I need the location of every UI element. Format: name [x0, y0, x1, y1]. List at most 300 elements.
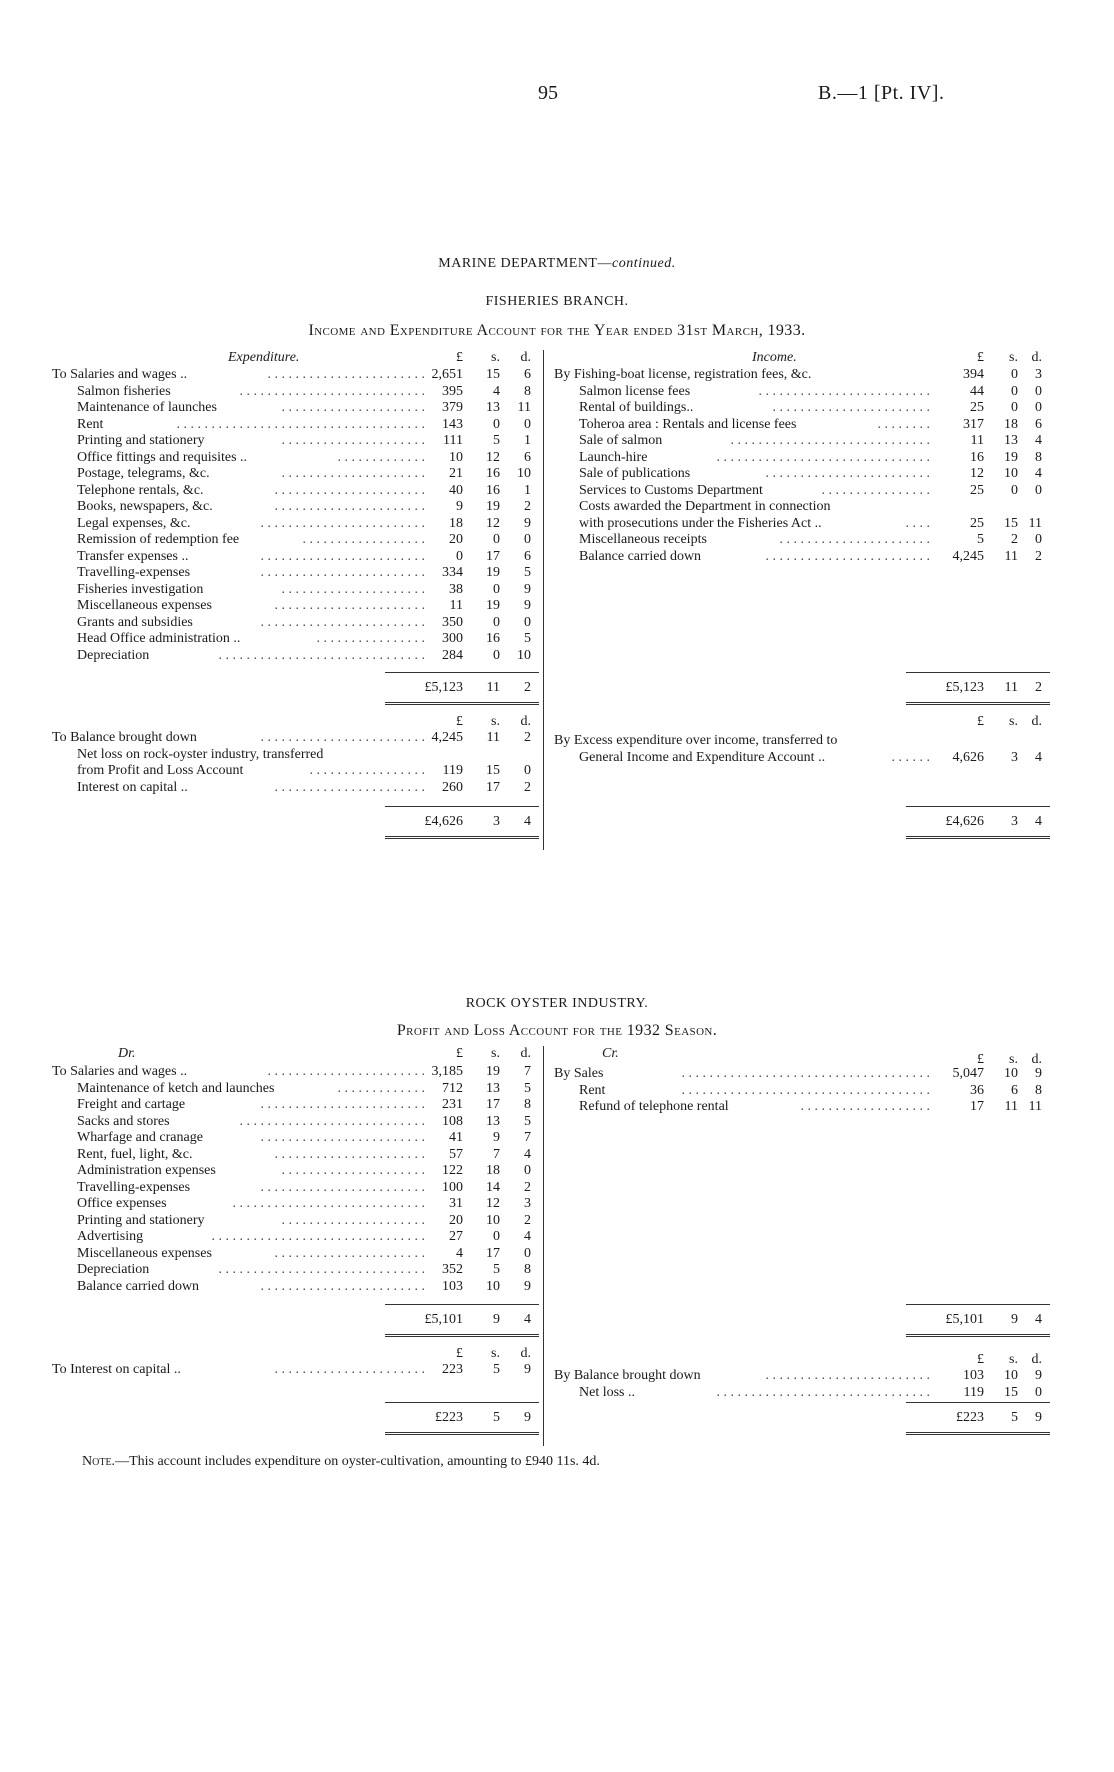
- amount-shillings: 2: [1011, 532, 1018, 547]
- amount-pounds: 334: [442, 565, 463, 580]
- amount-pounds: 317: [963, 416, 984, 432]
- leader-dots: . . . . . . . . . . . . . . . . . . . . . .: [274, 499, 425, 514]
- line-item-label: By Fishing-boat license, registration fees, &c.: [554, 367, 812, 382]
- amount-pence: 3: [524, 1196, 531, 1211]
- amount-pounds: 143: [442, 416, 463, 432]
- amount-pence: 5: [524, 1113, 531, 1129]
- line-item-label: By Excess expenditure over income, transferred to: [554, 733, 838, 748]
- amount-shillings: 13: [486, 1113, 500, 1129]
- amount-pounds: 44: [970, 383, 984, 399]
- total-pounds: £4,626: [424, 814, 463, 829]
- amount-pence: 8: [524, 383, 531, 399]
- line-item-label: Postage, telegrams, &c.: [77, 466, 210, 481]
- profit-loss-title: Profit and Loss Account for the 1932 Season.: [396, 1022, 718, 1039]
- leader-dots: . . . .: [905, 515, 930, 531]
- column-header-shillings: s.: [491, 714, 500, 729]
- amount-pence: 9: [524, 598, 531, 613]
- amount-pounds: 41: [449, 1130, 463, 1145]
- leader-dots: . . . . . . . . . . . . . . . . . . . . . . . . . . . . . .: [218, 647, 425, 663]
- line-item-label: To Interest on capital ..: [52, 1362, 181, 1377]
- amount-shillings: 12: [486, 449, 500, 465]
- total-shillings: 9: [493, 1312, 500, 1327]
- leader-dots: . . . . . . . . . . . . . . . . . . . . . .: [274, 779, 425, 795]
- total-pence: 9: [1035, 1410, 1042, 1425]
- amount-pounds: 17: [970, 1099, 984, 1114]
- line-item-label: Advertising: [77, 1229, 144, 1244]
- total-double-rule: [906, 1432, 1050, 1435]
- amount-shillings: 11: [486, 730, 500, 745]
- amount-shillings: 17: [486, 1245, 500, 1261]
- amount-shillings: 15: [1004, 515, 1018, 531]
- line-item-label: Rent: [77, 416, 104, 432]
- leader-dots: . . . . . . . . . . . . . . . .: [316, 631, 425, 646]
- total-pence: 4: [524, 814, 531, 829]
- department-title: [0, 256, 1114, 272]
- leader-dots: . . . . . . . . . . . . . . . . . . . . . . . .: [765, 1368, 930, 1383]
- leader-dots: . . . . . . . . . . . . . . . . . . . . . . . . . . .: [239, 383, 425, 399]
- column-header-pence: d.: [520, 1046, 531, 1061]
- amount-shillings: 12: [486, 1196, 500, 1211]
- line-item-label: To Salaries and wages ..: [52, 367, 188, 382]
- column-header-shillings: s.: [1009, 714, 1018, 729]
- line-item-label: To Balance brought down: [52, 730, 197, 745]
- note-label: Note.: [82, 1454, 116, 1469]
- amount-shillings: 18: [486, 1163, 500, 1178]
- leader-dots: . . . . . . . . . . . . . . . . . . . . . . . . . . . . . . . . . . . .: [681, 1082, 930, 1098]
- amount-shillings: 16: [486, 466, 500, 481]
- department-title-continued: continued.: [612, 256, 676, 271]
- line-item-label: Travelling-expenses: [77, 565, 191, 580]
- total-rule: [906, 1304, 1050, 1305]
- column-header-shillings: s.: [1009, 350, 1018, 365]
- line-item-label: Maintenance of launches: [77, 400, 217, 415]
- line-item-label: Sale of publications: [579, 466, 691, 481]
- amount-pounds: 260: [442, 779, 463, 795]
- amount-pounds: 119: [442, 763, 463, 778]
- amount-pence: 4: [1035, 433, 1042, 448]
- amount-shillings: 17: [486, 1097, 500, 1112]
- total-shillings: 3: [1011, 814, 1018, 829]
- amount-pence: 4: [524, 1146, 531, 1162]
- column-header-shillings: s.: [1009, 1052, 1018, 1067]
- line-item-label: Sacks and stores: [77, 1113, 170, 1129]
- line-item-label: Wharfage and cranage: [77, 1130, 203, 1145]
- amount-shillings: 17: [486, 548, 500, 564]
- amount-shillings: 4: [493, 383, 500, 399]
- amount-shillings: 0: [493, 581, 500, 597]
- amount-pence: 5: [524, 565, 531, 580]
- line-item-label: Sale of salmon: [579, 433, 663, 448]
- amount-pence: 1: [524, 433, 531, 448]
- column-header-shillings: s.: [1009, 1352, 1018, 1367]
- amount-pounds: 20: [449, 532, 463, 547]
- amount-pence: 1: [524, 482, 531, 498]
- document-reference: B.—1 [Pt. IV].: [818, 82, 945, 104]
- line-item-label: Travelling-expenses: [77, 1179, 191, 1195]
- amount-pence: 8: [524, 1262, 531, 1277]
- amount-shillings: 19: [486, 598, 500, 613]
- total-double-rule: [385, 1432, 539, 1435]
- column-divider: [543, 1046, 544, 1446]
- total-shillings: 11: [1004, 680, 1018, 695]
- amount-shillings: 0: [1011, 482, 1018, 498]
- leader-dots: . . . . . . . . . . . . . . . . . . . . . .: [274, 1245, 425, 1261]
- amount-shillings: 13: [486, 400, 500, 415]
- line-item-label: Legal expenses, &c.: [77, 515, 191, 531]
- amount-pence: 11: [517, 400, 531, 415]
- leader-dots: . . . . . . . . . . . . . . . . . . . . . . . . . . . .: [232, 1196, 425, 1211]
- amount-shillings: 9: [493, 1130, 500, 1145]
- amount-shillings: 0: [493, 1229, 500, 1244]
- amount-shillings: 18: [1004, 416, 1018, 432]
- leader-dots: . . . . . . . . . . . . . . . . . . . . .: [281, 433, 425, 448]
- amount-pounds: 10: [449, 449, 463, 465]
- amount-shillings: 6: [1011, 1082, 1018, 1098]
- total-shillings: 5: [493, 1410, 500, 1425]
- column-header-pence: d.: [1031, 714, 1042, 729]
- total-rule: [385, 806, 539, 807]
- amount-pounds: 16: [970, 449, 984, 465]
- line-item-label: By Balance brought down: [554, 1368, 701, 1383]
- line-item-label: General Income and Expenditure Account ..: [579, 749, 826, 765]
- column-divider: [543, 350, 544, 850]
- line-item-label: Grants and subsidies: [77, 614, 193, 630]
- amount-pence: 8: [1035, 1082, 1042, 1098]
- total-pounds: £5,101: [424, 1312, 463, 1327]
- amount-shillings: 0: [1011, 367, 1018, 382]
- leader-dots: . . . . . . . . . . . . . . . . . . . . . .: [779, 532, 930, 547]
- total-double-rule: [906, 836, 1050, 839]
- leader-dots: . . . . . . . . . . . . . . . . . . . . .: [281, 466, 425, 481]
- amount-shillings: 10: [1004, 1066, 1018, 1081]
- amount-shillings: 10: [486, 1212, 500, 1228]
- line-item-label: Toheroa area : Rentals and license fees: [579, 416, 797, 432]
- amount-pounds: 12: [970, 466, 984, 481]
- amount-pence: 9: [524, 515, 531, 531]
- amount-pence: 11: [1028, 515, 1042, 531]
- amount-pounds: 0: [456, 548, 463, 564]
- total-pounds: £4,626: [945, 814, 984, 829]
- leader-dots: . . . . . . . . . . . . . . . . . . . . . . . .: [260, 565, 425, 580]
- leader-dots: . . . . . . . . . . . . . . . . . . . . . . .: [267, 1064, 425, 1079]
- amount-pence: 10: [517, 466, 531, 481]
- line-item-label: Printing and stationery: [77, 433, 205, 448]
- line-item-label: Net loss on rock-oyster industry, transferred: [77, 746, 324, 762]
- leader-dots: . . . . . . . . . . . . . . . . . . . . . . . . . . . . . . . . . . . .: [176, 416, 425, 432]
- line-item-label: Balance carried down: [77, 1278, 200, 1294]
- debit-heading: Dr.: [118, 1046, 136, 1061]
- leader-dots: . . . . . . . . . . . . .: [337, 449, 425, 465]
- line-item-label: Depreciation: [77, 647, 150, 663]
- amount-pounds: 231: [442, 1097, 463, 1112]
- amount-shillings: 5: [493, 1362, 500, 1377]
- amount-pence: 0: [1035, 383, 1042, 399]
- column-header-pounds: £: [456, 1046, 463, 1061]
- income-heading: Income.: [752, 350, 797, 365]
- line-item-label: Salmon fisheries: [77, 383, 171, 399]
- column-header-pounds: £: [977, 350, 984, 365]
- total-pounds: £223: [435, 1410, 463, 1425]
- total-rule: [385, 672, 539, 673]
- line-item-label: Office expenses: [77, 1196, 167, 1211]
- amount-pounds: 20: [449, 1212, 463, 1228]
- amount-pounds: 21: [449, 466, 463, 481]
- line-item-label: Launch-hire: [579, 449, 648, 465]
- amount-shillings: 15: [486, 367, 500, 382]
- amount-pence: 7: [524, 1064, 531, 1079]
- total-pence: 2: [1035, 680, 1042, 695]
- amount-shillings: 0: [1011, 383, 1018, 399]
- leader-dots: . . . . . . . . . . . . . . . . . .: [302, 532, 425, 547]
- amount-shillings: 19: [1004, 449, 1018, 465]
- amount-shillings: 12: [486, 515, 500, 531]
- amount-pounds: 284: [442, 647, 463, 663]
- amount-pence: 9: [524, 1362, 531, 1377]
- amount-pounds: 57: [449, 1146, 463, 1162]
- column-header-pence: d.: [1031, 1352, 1042, 1367]
- total-pence: 9: [524, 1410, 531, 1425]
- line-item-label: Interest on capital ..: [77, 779, 188, 795]
- amount-pounds: 100: [442, 1179, 463, 1195]
- amount-pence: 0: [524, 614, 531, 630]
- line-item-label: Costs awarded the Department in connection: [579, 499, 831, 514]
- line-item-label: from Profit and Loss Account: [77, 763, 244, 778]
- column-header-pounds: £: [456, 350, 463, 365]
- total-double-rule: [906, 702, 1050, 705]
- amount-shillings: 0: [493, 416, 500, 432]
- column-header-shillings: s.: [491, 350, 500, 365]
- amount-shillings: 19: [486, 565, 500, 580]
- amount-pounds: 11: [449, 598, 463, 613]
- amount-pence: 9: [524, 581, 531, 597]
- leader-dots: . . . . . . . . . . . . . . . . . . . . . .: [274, 598, 425, 613]
- line-item-label: Telephone rentals, &c.: [77, 482, 204, 498]
- leader-dots: . . . . . . . . . . . . . . . . . . . . . . . . . . . . . . . . . . . .: [681, 1066, 930, 1081]
- amount-pounds: 18: [449, 515, 463, 531]
- line-item-label: Maintenance of ketch and launches: [77, 1080, 275, 1096]
- amount-pounds: 40: [449, 482, 463, 498]
- amount-shillings: 5: [493, 1262, 500, 1277]
- amount-pounds: 25: [970, 482, 984, 498]
- line-item-label: Books, newspapers, &c.: [77, 499, 213, 514]
- column-header-pence: d.: [520, 350, 531, 365]
- amount-shillings: 10: [486, 1278, 500, 1294]
- total-double-rule: [906, 1334, 1050, 1337]
- amount-pence: 9: [1035, 1066, 1042, 1081]
- amount-pounds: 103: [442, 1278, 463, 1294]
- line-item-label: Rent: [579, 1082, 606, 1098]
- total-pounds: £223: [956, 1410, 984, 1425]
- line-item-label: Depreciation: [77, 1262, 150, 1277]
- column-header-pence: d.: [520, 1346, 531, 1361]
- leader-dots: . . . . . . . .: [877, 416, 930, 432]
- leader-dots: . . . . . . . . . . . . . . . . . . . . . . . .: [260, 515, 425, 531]
- leader-dots: . . . . . . . . . . . . . . . . . . . . . . . .: [765, 548, 930, 564]
- line-item-label: Fisheries investigation: [77, 581, 204, 597]
- amount-pounds: 4,245: [431, 730, 463, 745]
- amount-pounds: 350: [442, 614, 463, 630]
- amount-pence: 0: [524, 1163, 531, 1178]
- total-pounds: £5,123: [945, 680, 984, 695]
- amount-pounds: 394: [963, 367, 984, 382]
- amount-pounds: 5,047: [952, 1066, 984, 1081]
- amount-pence: 0: [1035, 1384, 1042, 1400]
- amount-pence: 5: [524, 1080, 531, 1096]
- line-item-label: Transfer expenses ..: [77, 548, 189, 564]
- leader-dots: . . . . . . . . . . . . . . . . . . . . . . . .: [765, 466, 930, 481]
- amount-shillings: 19: [486, 499, 500, 514]
- leader-dots: . . . . . . . . . . . . . . . . . . . . . . . .: [260, 1278, 425, 1294]
- amount-pounds: 11: [970, 433, 984, 448]
- credit-heading: Cr.: [602, 1046, 619, 1061]
- line-item-label: Salmon license fees: [579, 383, 691, 399]
- total-rule: [906, 1402, 1050, 1403]
- department-title-text: MARINE DEPARTMENT—: [438, 256, 612, 271]
- column-header-pounds: £: [977, 714, 984, 729]
- leader-dots: . . . . . . . . . . . . . . . . . . . . . . . . . . . . . . .: [716, 1384, 930, 1400]
- leader-dots: . . . . . . . . . . . . . . . . . . . . . . . . . . . . . .: [218, 1262, 425, 1277]
- amount-pence: 2: [524, 730, 531, 745]
- line-item-label: Miscellaneous expenses: [77, 598, 212, 613]
- amount-shillings: 11: [1004, 548, 1018, 564]
- amount-pence: 0: [524, 1245, 531, 1261]
- total-shillings: 9: [1011, 1312, 1018, 1327]
- column-header-pence: d.: [1031, 350, 1042, 365]
- amount-shillings: 19: [486, 1064, 500, 1079]
- amount-pounds: 395: [442, 383, 463, 399]
- column-header-shillings: s.: [491, 1046, 500, 1061]
- leader-dots: . . . . . . . . . . . . . . . . . . . . . . . . . . . . .: [730, 433, 930, 448]
- leader-dots: . . . . . . . . . . . . . . . . . . . . . . . . . . .: [239, 1113, 425, 1129]
- industry-title: ROCK OYSTER INDUSTRY.: [465, 996, 649, 1011]
- column-header-shillings: s.: [491, 1346, 500, 1361]
- amount-shillings: 0: [493, 532, 500, 547]
- total-rule: [385, 1402, 539, 1403]
- leader-dots: . . . . . . . . . . . . . . . . . . . . .: [281, 581, 425, 597]
- leader-dots: . . . . . . . . . . . . . . . . . . . . . .: [274, 1362, 425, 1377]
- amount-pounds: 31: [449, 1196, 463, 1211]
- amount-pence: 3: [1035, 367, 1042, 382]
- amount-pence: 4: [1035, 466, 1042, 481]
- leader-dots: . . . . . . . . . . . . . . . . . . . . . . . . . . . . . . .: [211, 1229, 425, 1244]
- amount-pounds: 4,245: [952, 548, 984, 564]
- line-item-label: Rent, fuel, light, &c.: [77, 1146, 193, 1162]
- leader-dots: . . . . . . . . . . . . . . . . . . . . .: [281, 1163, 425, 1178]
- amount-shillings: 5: [493, 433, 500, 448]
- amount-pounds: 108: [442, 1113, 463, 1129]
- amount-pounds: 379: [442, 400, 463, 415]
- amount-pence: 0: [1035, 400, 1042, 415]
- amount-shillings: 15: [1004, 1384, 1018, 1400]
- leader-dots: . . . . . . . . . . . . . . . . .: [309, 763, 425, 778]
- column-header-pence: d.: [1031, 1052, 1042, 1067]
- amount-pence: 7: [524, 1130, 531, 1145]
- amount-shillings: 0: [1011, 400, 1018, 415]
- amount-pence: 2: [1035, 548, 1042, 564]
- leader-dots: . . . . . . . . . . . . . . . . . . . . . . . .: [260, 614, 425, 630]
- amount-pounds: 119: [963, 1384, 984, 1400]
- amount-pounds: 103: [963, 1368, 984, 1383]
- leader-dots: . . . . . .: [891, 749, 930, 765]
- amount-pounds: 5: [977, 532, 984, 547]
- line-item-label: Remission of redemption fee: [77, 532, 240, 547]
- line-item-label: Rental of buildings..: [579, 400, 694, 415]
- amount-shillings: 13: [1004, 433, 1018, 448]
- leader-dots: . . . . . . . . . . . . . . . . . . .: [800, 1099, 930, 1114]
- leader-dots: . . . . . . . . . . . . . . . . . . . . . . . .: [260, 1097, 425, 1112]
- amount-pounds: 25: [970, 400, 984, 415]
- amount-shillings: 3: [1011, 749, 1018, 765]
- column-header-pounds: £: [456, 714, 463, 729]
- amount-pounds: 4,626: [952, 749, 984, 765]
- leader-dots: . . . . . . . . . . . . . . . . . . . . . . .: [267, 367, 425, 382]
- leader-dots: . . . . . . . . . . . . . . . . . . . . . . . .: [260, 548, 425, 564]
- amount-shillings: 15: [486, 763, 500, 778]
- total-rule: [906, 672, 1050, 673]
- amount-pence: 6: [524, 367, 531, 382]
- amount-shillings: 11: [1004, 1099, 1018, 1114]
- amount-pounds: 4: [456, 1245, 463, 1261]
- total-rule: [385, 1304, 539, 1305]
- total-rule: [906, 806, 1050, 807]
- amount-pence: 2: [524, 499, 531, 514]
- line-item-label: Freight and cartage: [77, 1097, 186, 1112]
- amount-shillings: 14: [486, 1179, 500, 1195]
- amount-pence: 2: [524, 1179, 531, 1195]
- line-item-label: Printing and stationery: [77, 1212, 205, 1228]
- line-item-label: Head Office administration ..: [77, 631, 241, 646]
- line-item-label: Miscellaneous receipts: [579, 532, 707, 547]
- page-number: 95: [538, 82, 558, 104]
- amount-pence: 5: [524, 631, 531, 646]
- amount-shillings: 16: [486, 482, 500, 498]
- amount-pence: 2: [524, 779, 531, 795]
- amount-pence: 6: [524, 548, 531, 564]
- line-item-label: Refund of telephone rental: [579, 1099, 729, 1114]
- line-item-label: Balance carried down: [579, 548, 702, 564]
- leader-dots: . . . . . . . . . . . . . . . . . . . . . . . . . . . . . . .: [716, 449, 930, 465]
- amount-pence: 0: [524, 532, 531, 547]
- amount-pence: 0: [524, 416, 531, 432]
- column-header-pounds: £: [977, 1352, 984, 1367]
- amount-pence: 8: [1035, 449, 1042, 465]
- line-item-label: Net loss ..: [579, 1384, 635, 1400]
- amount-pence: 11: [1028, 1099, 1042, 1114]
- line-item-label: Services to Customs Department: [579, 482, 763, 498]
- amount-pounds: 712: [442, 1080, 463, 1096]
- amount-pounds: 38: [449, 581, 463, 597]
- amount-pence: 9: [524, 1278, 531, 1294]
- amount-pounds: 223: [442, 1362, 463, 1377]
- leader-dots: . . . . . . . . . . . . . . . . . . . . . . . . .: [758, 383, 930, 399]
- amount-pence: 2: [524, 1212, 531, 1228]
- total-pence: 4: [1035, 1312, 1042, 1327]
- leader-dots: . . . . . . . . . . . . . . . . . . . . . . . .: [260, 730, 425, 745]
- line-item-label: To Salaries and wages ..: [52, 1064, 188, 1079]
- amount-shillings: 16: [486, 631, 500, 646]
- note-text: —This account includes expenditure on oyster-cultivation, amounting to £940 11s. 4d.: [115, 1454, 600, 1469]
- account-title: Income and Expenditure Account for the Year ended 31st March, 1933.: [308, 322, 806, 339]
- line-item-label: Miscellaneous expenses: [77, 1245, 212, 1261]
- amount-pounds: 111: [443, 433, 463, 448]
- amount-pounds: 3,185: [431, 1064, 463, 1079]
- amount-pence: 6: [1035, 416, 1042, 432]
- amount-pence: 0: [1035, 532, 1042, 547]
- amount-pence: 6: [524, 449, 531, 465]
- total-pence: 4: [524, 1312, 531, 1327]
- amount-pounds: 27: [449, 1229, 463, 1244]
- leader-dots: . . . . . . . . . . . . .: [337, 1080, 425, 1096]
